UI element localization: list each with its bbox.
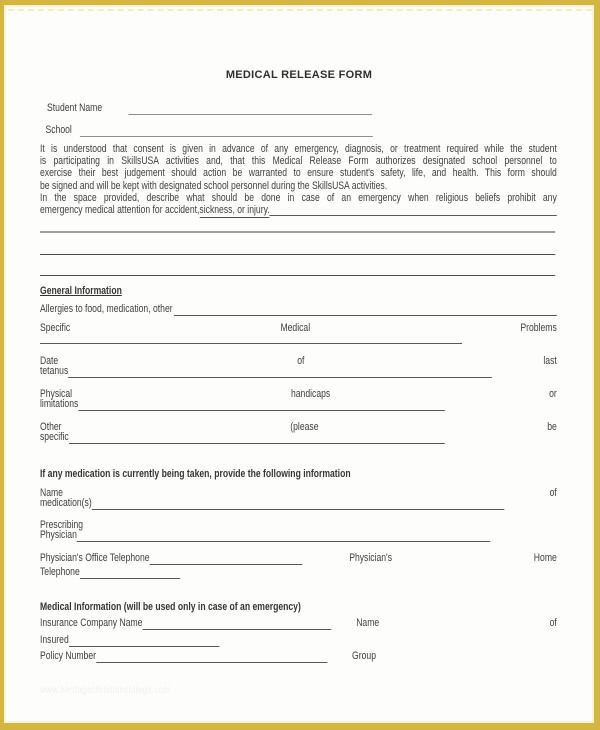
- specific-row: [40, 431, 445, 444]
- insurance-line: [142, 617, 331, 630]
- consent-paragraph: [40, 143, 557, 216]
- limitations-row: [40, 398, 445, 411]
- form-text: Physical: [40, 388, 73, 400]
- paragraph-line: In the space provided, describe what should be done in case of an emergency when religious beliefs prohibit any: [40, 191, 557, 204]
- medications-row: [40, 497, 504, 510]
- home-label: Home: [533, 552, 557, 564]
- blank-writing-line: [40, 275, 555, 276]
- form-text: of: [297, 355, 305, 367]
- insurance-row: [40, 617, 557, 630]
- physician-row: [40, 529, 490, 542]
- student-name-line: [129, 102, 372, 115]
- office-phone-line: [150, 552, 303, 565]
- decorative-dashed-line: [8, 9, 592, 11]
- form-text: or: [549, 388, 557, 400]
- form-text: Date: [40, 355, 59, 367]
- telephone-label: Telephone: [40, 566, 80, 578]
- form-text: Problems: [520, 322, 557, 334]
- group-label: Group: [352, 650, 376, 662]
- tetanus-label: tetanus: [40, 365, 69, 377]
- allergies-line: [174, 303, 557, 316]
- physician-label: Physician: [40, 529, 77, 541]
- school-line: [80, 124, 373, 137]
- physicians-label: Physician's: [349, 552, 393, 564]
- medical-information-heading: Medical Information (will be used only in case of an emergency): [40, 601, 301, 613]
- medication-section-heading: If any medication is currently being taken, provide the following information: [40, 468, 351, 480]
- insured-line: [69, 634, 220, 647]
- student-name-row: [47, 102, 372, 115]
- paragraph-line: It is understood that consent is given in advance of any emergency, diagnosis, or treatment required while the student: [40, 143, 557, 155]
- insured-label: Insured: [40, 634, 69, 646]
- form-text: Medical: [280, 322, 311, 334]
- office-phone-label: Physician's Office Telephone: [40, 552, 150, 564]
- name-label: Name: [356, 617, 380, 629]
- office-telephone-row: [40, 552, 557, 565]
- tetanus-row: [40, 365, 492, 378]
- limitations-label: limitations: [40, 398, 79, 410]
- paragraph-last-line: [40, 204, 557, 216]
- general-information-heading: General Information: [40, 285, 122, 297]
- school-label: School: [45, 124, 72, 136]
- allergies-label: Allergies to food, medication, other: [40, 303, 173, 315]
- telephone-line: [80, 566, 180, 579]
- specific-line: [69, 431, 445, 444]
- blank-writing-line: [40, 254, 555, 255]
- form-text: last: [543, 355, 557, 367]
- paragraph-line: be signed and will be kept with designated school personnel during the SkillsUSA activities.: [40, 179, 388, 192]
- emergency-instructions-line: [270, 204, 557, 216]
- watermark: www.heritagechristiancollege.com: [40, 685, 171, 696]
- specific-medical-problems-line: [40, 343, 462, 344]
- paragraph-text: emergency medical attention for accident,: [40, 203, 200, 216]
- physician-line: [77, 529, 490, 542]
- specific-label: specific: [40, 431, 69, 443]
- form-title: MEDICAL RELEASE FORM: [225, 69, 373, 81]
- form-text: handicaps: [290, 388, 331, 400]
- form-text: Other: [40, 421, 62, 433]
- form-text: be: [547, 421, 557, 433]
- form-text: Name: [40, 487, 63, 499]
- telephone-row: [40, 566, 180, 579]
- paragraph-line: is participating in SkillsUSA activities and, that this Medical Release Form authorizes designated school personnel to: [40, 155, 557, 168]
- insured-row: [40, 634, 219, 647]
- student-name-label: Student Name: [47, 102, 103, 114]
- of-label: of: [549, 617, 557, 629]
- medications-line: [92, 497, 505, 510]
- blank-writing-line: [40, 231, 555, 233]
- specific-medical-problems-row: [40, 322, 557, 335]
- form-page: [4, 5, 594, 723]
- medications-label: medication(s): [40, 497, 92, 509]
- paragraph-line: exercise their best judgement should action be warranted to ensure student's safety, life, and health. This form should: [40, 167, 557, 180]
- policy-label: Policy Number: [40, 650, 97, 662]
- allergies-row: [40, 303, 557, 316]
- form-text: of: [549, 487, 557, 499]
- paragraph-text-underlined: sickness, or injury.: [199, 203, 270, 216]
- school-row: [45, 124, 372, 137]
- form-body: [40, 7, 557, 730]
- form-text: (please: [290, 421, 319, 433]
- policy-row: [40, 650, 557, 663]
- insurance-label: Insurance Company Name: [40, 617, 143, 629]
- form-text: Specific: [40, 322, 71, 334]
- tetanus-line: [68, 365, 492, 378]
- limitations-line: [78, 398, 445, 411]
- policy-line: [96, 650, 327, 663]
- prescribing-label: Prescribing: [40, 519, 84, 531]
